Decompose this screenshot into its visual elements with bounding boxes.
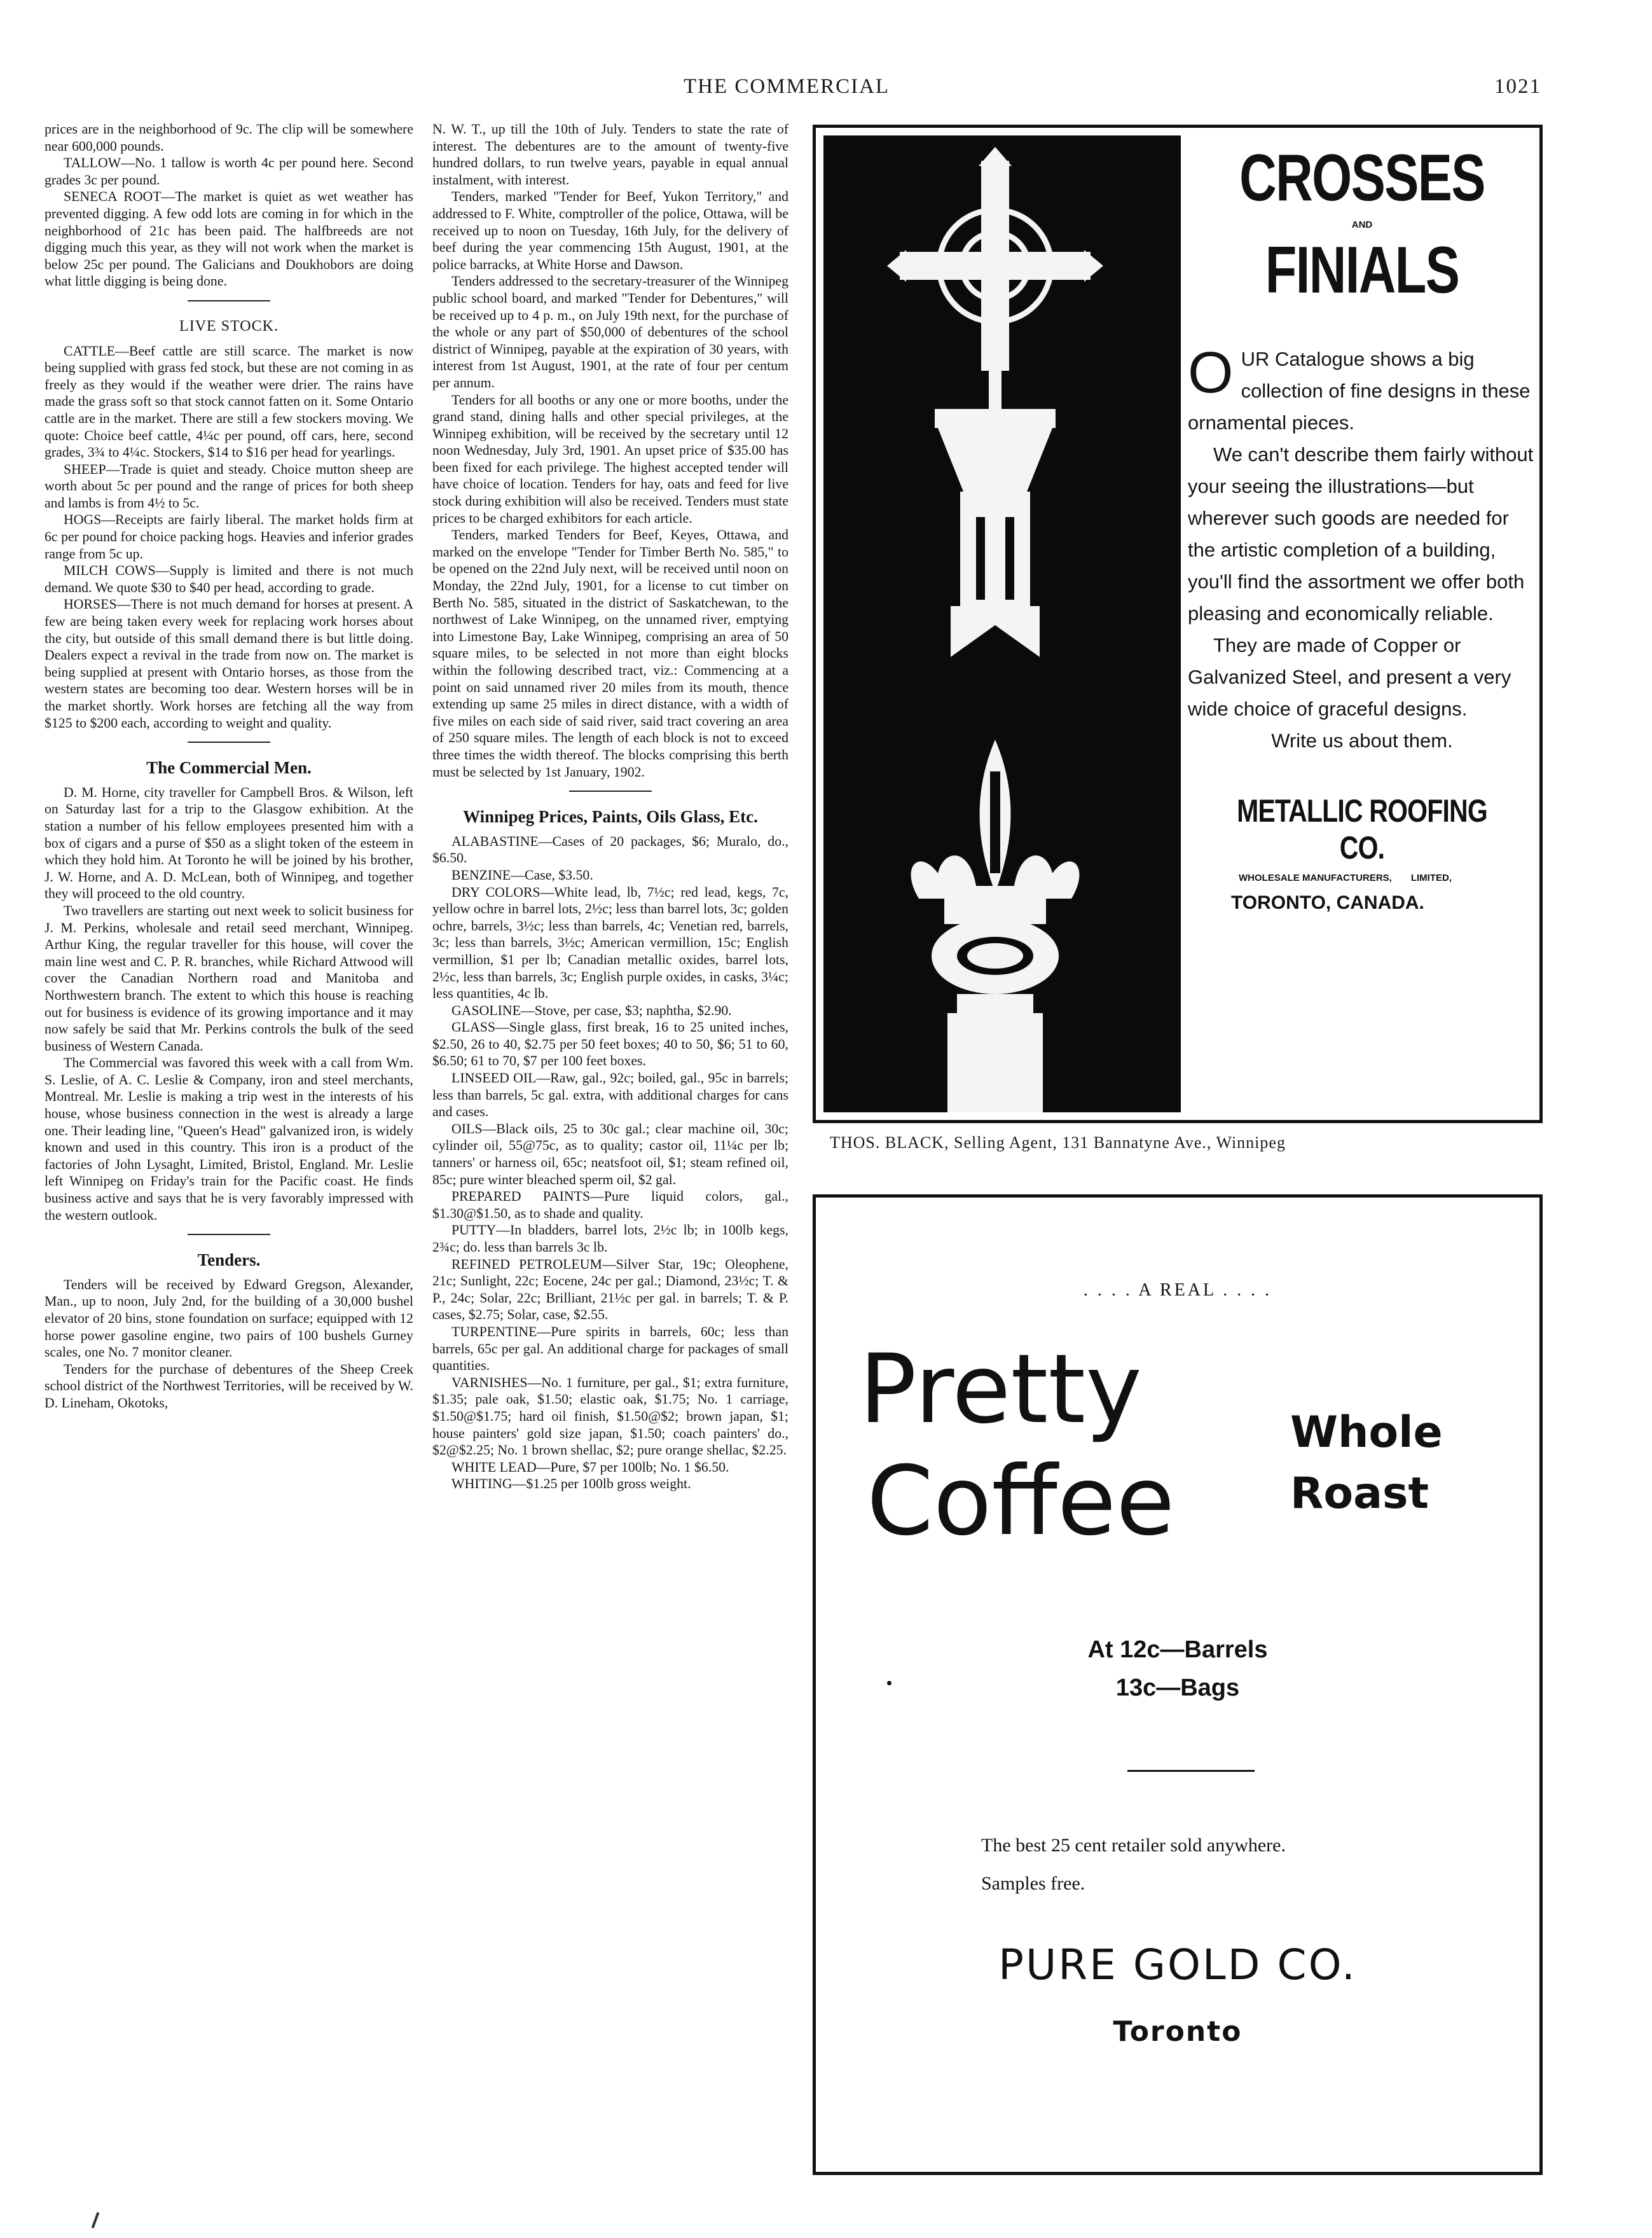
paragraph: Tenders for all booths or any one or more booths, under the grand stand, dining halls and other special privileges, at the Winnipeg exhibition, will be received by the secretary until 12 noon Wednesday, July 3rd, 1901. An upset price of $35.00 has been fixed for each privilege. The highest accepted tender will have choice of location. Tenders for hay, oats and feed for live stock during exhibition will also be received. Tenders must state prices to be charged exhibitors for each article. xyxy=(432,392,788,526)
paragraph: prices are in the neighborhood of 9c. The clip will be somewhere near 600,000 pounds. xyxy=(45,121,413,154)
selling-agent-line: THOS. BLACK, Selling Agent, 131 Bannatyne Ave., Winnipeg xyxy=(830,1133,1286,1152)
divider xyxy=(569,791,652,792)
ad-body-text: We can't describe them fairly without your seeing the illustrations—but wherever such goods are needed for the artistic completion of a building, you'll find the assortment we offer both pleasing and economically reliable. xyxy=(1188,443,1534,625)
ad-tagline: The best 25 cent retailer sold anywhere. xyxy=(981,1835,1286,1856)
divider xyxy=(1127,1770,1255,1772)
ad-body-text: UR Catalogue shows a big collection of fine designs in these ornamental pieces. xyxy=(1188,348,1531,434)
price-entry: REFINED PETROLEUM—Silver Star, 19c; Oleophene, 21c; Sunlight, 22c; Eocene, 24c per gal.; Diamond, 23½c; T. & P., 24c; Solar, 22c; Brilliant, 21½c per gal. in barrels; T. & P. cases, $2.75; Solar, case, $2.55. xyxy=(432,1256,788,1323)
cross-finial-icon xyxy=(823,135,1181,1112)
divider xyxy=(188,300,270,301)
price-entry: WHITING—$1.25 per 100lb gross weight. xyxy=(451,1476,691,1492)
price-entry: PREPARED PAINTS—Pure liquid colors, gal., $1.30@$1.50, as to shade and quality. xyxy=(432,1189,788,1221)
price-entry: DRY COLORS—White lead, lb, 7½c; red lead, kegs, 7c, yellow ochre in barrel lots, 2½c; less than barrel lots, 3c; golden ochre, barrels, 3½c; less than barrels, 4c; Venetian red, barrels, 3c; less than barrels, 3½c; American vermillion, 15c; English vermillion, $1 per lb; Canadian metallic oxides, barrel lots, 2½c, less than barrels, 3c; English purple oxides, in casks, 3¼c; less quantities, 4c lb. xyxy=(432,884,788,1002)
ad-subhead-whole: Whole xyxy=(1290,1407,1443,1458)
price-entry: VARNISHES—No. 1 furniture, per gal., $1; extra furniture, $1.35; pale oak, $1.50; elastic oak, $1.75; No. 1 carriage, $1.50@$1.75; hard oil finish, $1.50@$2; brown japan, $1; house painters' gold size japan, $1.50; coach painters' do., $2@$2.25; No. 1 brown shellac, $2; pure orange shellac, $2.25. xyxy=(432,1374,788,1458)
price-entry: GLASS—Single glass, first break, 16 to 25 united inches, $2.50, 26 to 40, $2.75 per 50 feet boxes; 40 to 50, $6; 51 to 60, $6.50; 61 to 70, $7 per 100 feet boxes. xyxy=(432,1019,788,1069)
column-2 xyxy=(432,121,788,1493)
finial-illustration xyxy=(823,135,1181,1112)
ad-headline-finials: FINIALS xyxy=(1265,233,1459,307)
price-entry: LINSEED OIL—Raw, gal., 92c; boiled, gal., 95c in barrels; less than barrels, 5c gal. extra, with additional charges for cans and cases. xyxy=(432,1070,788,1120)
ad-headline-and: AND xyxy=(1351,219,1373,230)
crosses-finials-advertisement xyxy=(813,125,1543,1123)
paragraph: Tenders addressed to the secretary-treasurer of the Winnipeg public school board, and marked "Tender for Debentures," will be received up to 4 p. m., on July 19th next, for the purchase of the whole or any part of $50,000 of debentures of the school district of Winnipeg, payable at the expiration of 30 years, with interest from 1st August, 1901, at the rate of four per centum per annum. xyxy=(432,273,788,390)
commercial-men-heading: The Commercial Men. xyxy=(146,758,312,778)
ad-headline-crosses: CROSSES xyxy=(1239,141,1485,215)
paragraph: Tenders will be received by Edward Gregson, Alexander, Man., up to noon, July 2nd, for the building of a 30,000 bushel elevator of 20 bins, stone foundation on surface; equipped with 12 horse power gasoline engine, two pairs of 100 bushels Gurney scales, one No. 7 monitor cleaner. xyxy=(45,1276,413,1360)
price-entry: ALABASTINE—Cases of 20 packages, $6; Muralo, do., $6.50. xyxy=(432,833,788,866)
paragraph: N. W. T., up till the 10th of July. Tenders to state the rate of interest. The debentures are to the amount of twenty-five hundred dollars, to run twelve years, payable in equal annual instalment, with interest. xyxy=(432,121,788,188)
paragraph: Tenders, marked Tenders for Beef, Keyes, Ottawa, and marked on the envelope "Tender for Timber Berth No. 585," to be opened on the 22nd July next, will be received until noon on Monday, the 22nd July, 1901, for a license to cut timber on Berth No. 585, situated in the district of Saskatchewan, to the northwest of Lake Winnipeg, on the unnamed river, emptying into Limestone Bay, Lake Winnipeg, comprising an area of 50 square miles, to be selected in not more than eight blocks within the following described tract, viz.: Commencing at a point on said unnamed river 20 miles from its mouth, thence extending up same 25 miles in direct distance, with a width of five miles on each side of said river, said tract covering an area of 250 square miles. The length of each block is not to exceed three times the width thereof. The blocks comprising this berth must be selected by 1st January, 1902. xyxy=(432,527,788,780)
paragraph: Tenders, marked "Tender for Beef, Yukon Territory," and addressed to F. White, comptroller of the police, Ottawa, will be received up to noon on Tuesday, 16th July, for the delivery of beef during the year commencing 15th August, 1901, at the police barracks, at White Horse and Dawson. xyxy=(432,189,788,272)
ad-body-text: They are made of Copper or Galvanized Steel, and present a very wide choice of graceful designs. xyxy=(1188,634,1511,720)
advertiser-name: PURE GOLD CO. xyxy=(998,1940,1357,1989)
price-entry: OILS—Black oils, 25 to 30c gal.; clear machine oil, 30c; cylinder oil, 55@75c, as to quality; castor oil, 11¼c per lb; tanners' or harness oil, 65c; neatsfoot oil, $1; steam refined oil, 85c; pure winter bleached sperm oil, $2 gal. xyxy=(432,1121,788,1187)
drop-cap: O xyxy=(1188,340,1234,405)
price-entry: PUTTY—In bladders, barrel lots, 2½c lb; in 100lb kegs, 2¾c; do. less than barrels 3c lb. xyxy=(432,1222,788,1255)
advertiser-city: Toronto xyxy=(1113,2015,1242,2048)
price-bags: 13c—Bags xyxy=(1115,1675,1240,1701)
paragraph: TALLOW—No. 1 tallow is worth 4c per pound here. Second grades 3c per pound. xyxy=(45,155,413,188)
paragraph: CATTLE—Beef cattle are still scarce. The market is now being supplied with grass fed stock, but these are not coming in as freely as they would if the weather were drier. The rains have made the grass soft so that stock cannot fatten on it. Some Ontario cattle are in the market. There are still a few stockers moving. We quote: Choice beef cattle, 4¼c per pound, off cars, here, second grades, 3¾ to 4¼c. Stockers, $14 to $16 per head for yearlings. xyxy=(45,343,413,460)
paragraph: Two travellers are starting out next week to solicit business for J. M. Perkins, wholesale and retail seed merchant, Winnipeg. Arthur King, the regular traveller for this house, will cover the main line west and C. P. R. branches, while Richard Attwood will cover the Canadian Northern road and Manitoba and Northwestern branch. The extent to which this house is reaching out for business is evidence of its growing importance and it may now safely be said that Mr. Perkins controls the bulk of the seed business of Western Canada. xyxy=(45,902,413,1054)
divider xyxy=(188,1234,270,1235)
ad-kicker: . . . . A REAL . . . . xyxy=(1083,1280,1272,1300)
running-title: THE COMMERCIAL xyxy=(684,75,890,98)
ad-body-text: Write us about them. xyxy=(1271,729,1453,752)
price-barrels: At 12c—Barrels xyxy=(1087,1636,1268,1663)
scan-mark xyxy=(92,2212,100,2228)
paragraph: HORSES—There is not much demand for horses at present. A few are being taken every week for replacing work horses about the city, but outside of this small demand there is but little doing. Dealers expect a revival in the trade from now on. The market is being supplied at present with Ontario horses, as those from the western states are becoming too dear. Western horses will be in the market shortly. Work horses are fetching all the way from $125 to $200 each, according to weight and quality. xyxy=(45,597,413,731)
ad-copy xyxy=(1188,141,1536,914)
divider xyxy=(188,742,270,743)
price-entry: BENZINE—Case, $3.50. xyxy=(451,867,593,883)
page-number: 1021 xyxy=(1494,75,1541,98)
winnipeg-prices-heading: Winnipeg Prices, Paints, Oils Glass, Etc. xyxy=(463,807,758,827)
paragraph: SHEEP—Trade is quiet and steady. Choice mutton sheep are worth about 5c per pound and the range of prices for both sheep and lambs is from 4½ to 5c. xyxy=(45,461,413,511)
paragraph: SENECA ROOT—The market is quiet as wet weather has prevented digging. A few odd lots are coming in for which in the neighborhood of 21c has been paid. The halfbreeds are not digging much this year, as they will not work when the market is below 25c per pound. The Galicians and Doukhobors are doing what little digging is being done. xyxy=(45,189,413,289)
paragraph: The Commercial was favored this week with a call from Wm. S. Leslie, of A. C. Leslie & Company, iron and steel merchants, Montreal. Mr. Leslie is making a trip west in the interests of his house, whose business connection in the west is already a large one. Their leading line, "Queen's Head" galvanized iron, is widely known and used in this country. This iron is a product of the factories of John Lysaght, Limited, Bristol, England. Mr. Leslie left Winnipeg on Friday's train for the Pacific coast. He finds business active and says that he is very favorably impressed with the western outlook. xyxy=(45,1055,413,1223)
ad-headline-pretty: Pretty xyxy=(859,1334,1142,1445)
price-entry: WHITE LEAD—Pure, $7 per 100lb; No. 1 $6.50. xyxy=(451,1459,729,1475)
coffee-advertisement xyxy=(813,1194,1543,2175)
advertiser-name: METALLIC ROOFING CO. xyxy=(1237,793,1487,866)
paragraph: MILCH COWS—Supply is limited and there is not much demand. We quote $30 to $40 per head, according to grade. xyxy=(45,563,413,595)
column-1 xyxy=(45,121,413,1412)
tenders-heading: Tenders. xyxy=(197,1250,261,1270)
paragraph: HOGS—Receipts are fairly liberal. The market holds firm at 6c per pound for choice packing hogs. Heavies and inferior grades range from 5c up. xyxy=(45,512,413,562)
advertiser-description: WHOLESALE MANUFACTURERS, LIMITED, xyxy=(1239,873,1452,883)
advertiser-city: TORONTO, CANADA. xyxy=(1231,892,1424,913)
ad-subhead-roast: Roast xyxy=(1290,1468,1429,1519)
ad-samples: Samples free. xyxy=(981,1873,1085,1894)
price-entry: GASOLINE—Stove, per case, $3; naphtha, $2.90. xyxy=(451,1002,732,1018)
paragraph: Tenders for the purchase of debentures of the Sheep Creek school district of the Northwest Territories, will be received by W. D. Lineham, Okotoks, xyxy=(45,1361,413,1411)
ad-body xyxy=(1188,340,1536,757)
price-entry: TURPENTINE—Pure spirits in barrels, 60c; less than barrels, 65c per gal. An additional charge for packages of small quantities. xyxy=(432,1323,788,1374)
live-stock-heading: LIVE STOCK. xyxy=(179,317,279,335)
ad-headline-coffee: Coffee xyxy=(867,1446,1175,1557)
paragraph: D. M. Horne, city traveller for Campbell Bros. & Wilson, left on Saturday last for a trip to the Glasgow exhibition. At the station a number of his fellow employees presented him with a box of cigars and a purse of $50 as a slight token of the esteem in which they hold him. At Toronto he will be joined by his brother, J. W. Horne, and A. D. McLean, both of Winnipeg, and together they will proceed to the old country. xyxy=(45,784,413,902)
